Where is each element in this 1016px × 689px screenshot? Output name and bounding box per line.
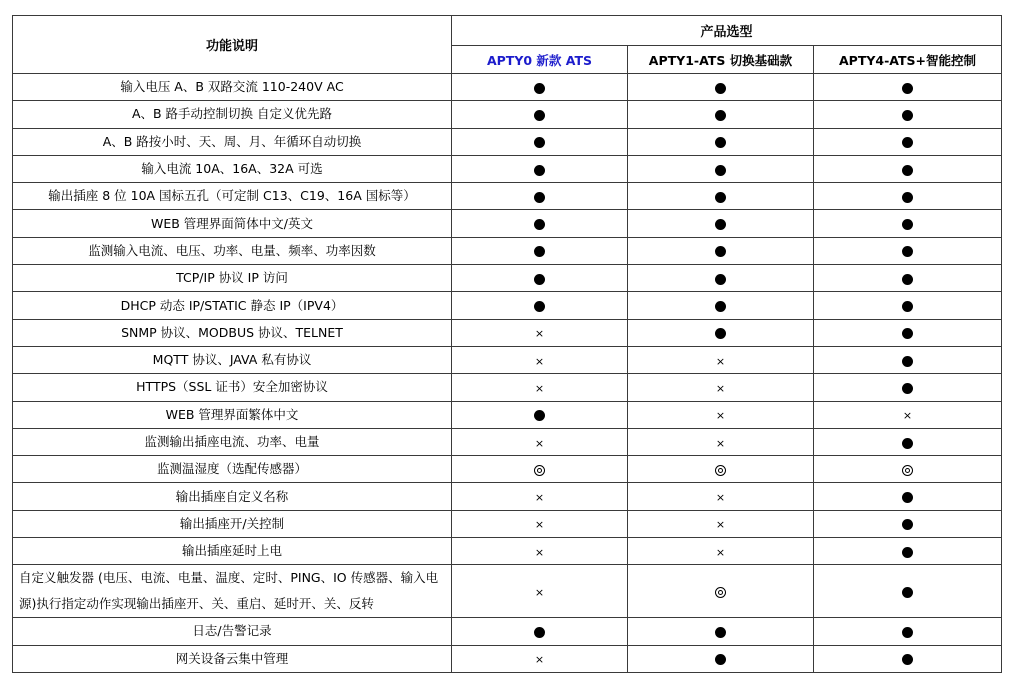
support-cell: [814, 74, 1002, 101]
supported-dot-icon: [715, 192, 726, 203]
supported-dot-icon: [902, 627, 913, 638]
supported-dot-icon: [715, 110, 726, 121]
model-header-apty4: APTY4-ATS+智能控制: [814, 46, 1002, 74]
supported-dot-icon: [902, 438, 913, 449]
support-cell: [452, 101, 628, 128]
feature-label: 输入电流 10A、16A、32A 可选: [13, 155, 452, 182]
supported-dot-icon: [715, 165, 726, 176]
support-cell: [452, 237, 628, 264]
table-row: [13, 265, 1002, 292]
table-row: [13, 565, 1002, 618]
support-cell: [814, 210, 1002, 237]
supported-dot-icon: [715, 654, 726, 665]
supported-dot-icon: [902, 654, 913, 665]
support-cell: [452, 483, 628, 510]
feature-label: 监测温湿度（选配传感器）: [13, 456, 452, 483]
supported-dot-icon: [902, 165, 913, 176]
table-row: [13, 538, 1002, 565]
support-cell: [452, 618, 628, 645]
supported-dot-icon: [902, 110, 913, 121]
supported-dot-icon: [534, 274, 545, 285]
supported-dot-icon: [902, 219, 913, 230]
table-row: [13, 183, 1002, 210]
not-supported-cross-icon: ×: [715, 491, 726, 505]
support-cell: [452, 346, 628, 373]
supported-dot-icon: [902, 83, 913, 94]
supported-dot-icon: [534, 137, 545, 148]
support-cell: [814, 128, 1002, 155]
not-supported-cross-icon: ×: [534, 545, 545, 559]
feature-rows: [13, 74, 1002, 673]
support-cell: [628, 618, 814, 645]
table-row: [13, 292, 1002, 319]
feature-label: WEB 管理界面简体中文/英文: [13, 210, 452, 237]
not-supported-cross-icon: ×: [715, 409, 726, 423]
support-cell: [628, 374, 814, 401]
support-cell: [814, 483, 1002, 510]
supported-dot-icon: [902, 192, 913, 203]
support-cell: [452, 319, 628, 346]
support-cell: [814, 565, 1002, 618]
feature-label: HTTPS（SSL 证书）安全加密协议: [13, 374, 452, 401]
supported-dot-icon: [534, 301, 545, 312]
support-cell: [628, 210, 814, 237]
feature-label: A、B 路按小时、天、周、月、年循环自动切换: [13, 128, 452, 155]
not-supported-cross-icon: ×: [534, 354, 545, 368]
support-cell: [628, 155, 814, 182]
supported-dot-icon: [534, 192, 545, 203]
not-supported-cross-icon: ×: [534, 436, 545, 450]
support-cell: [814, 618, 1002, 645]
not-supported-cross-icon: ×: [715, 545, 726, 559]
feature-label: 自定义触发器 (电压、电流、电量、温度、定时、PING、IO 传感器、输入电源)执行指定动作实现输出插座开、关、重启、延时开、关、反转: [13, 565, 452, 618]
supported-dot-icon: [534, 410, 545, 421]
support-cell: [628, 237, 814, 264]
supported-dot-icon: [902, 383, 913, 394]
model-header-apty0: APTY0 新款 ATS: [452, 46, 628, 74]
supported-dot-icon: [534, 627, 545, 638]
supported-dot-icon: [715, 137, 726, 148]
support-cell: [452, 645, 628, 672]
feature-label: 输入电压 A、B 双路交流 110-240V AC: [13, 74, 452, 101]
support-cell: [814, 319, 1002, 346]
not-supported-cross-icon: ×: [715, 518, 726, 532]
optional-circle-icon: [715, 465, 726, 476]
supported-dot-icon: [902, 519, 913, 530]
support-cell: [628, 645, 814, 672]
optional-circle-icon: [902, 465, 913, 476]
feature-label: A、B 路手动控制切换 自定义优先路: [13, 101, 452, 128]
support-cell: [628, 483, 814, 510]
table-row: [13, 428, 1002, 455]
support-cell: [452, 292, 628, 319]
feature-label: 输出插座延时上电: [13, 538, 452, 565]
support-cell: [452, 456, 628, 483]
table-row: [13, 346, 1002, 373]
supported-dot-icon: [902, 246, 913, 257]
supported-dot-icon: [715, 246, 726, 257]
not-supported-cross-icon: ×: [715, 436, 726, 450]
support-cell: [452, 510, 628, 537]
support-cell: [814, 401, 1002, 428]
supported-dot-icon: [534, 165, 545, 176]
support-cell: [814, 292, 1002, 319]
support-cell: [628, 128, 814, 155]
support-cell: [628, 538, 814, 565]
table-row: [13, 510, 1002, 537]
supported-dot-icon: [715, 83, 726, 94]
support-cell: [452, 265, 628, 292]
support-cell: [452, 128, 628, 155]
table-row: [13, 210, 1002, 237]
supported-dot-icon: [534, 83, 545, 94]
supported-dot-icon: [715, 328, 726, 339]
feature-label: 监测输出插座电流、功率、电量: [13, 428, 452, 455]
table-row: [13, 155, 1002, 182]
support-cell: [452, 74, 628, 101]
feature-label: WEB 管理界面繁体中文: [13, 401, 452, 428]
support-cell: [628, 74, 814, 101]
support-cell: [814, 645, 1002, 672]
product-comparison-table: [12, 15, 1002, 673]
supported-dot-icon: [902, 492, 913, 503]
support-cell: [628, 346, 814, 373]
support-cell: [628, 292, 814, 319]
table-row: [13, 128, 1002, 155]
product-selection-header: 产品选型: [452, 16, 1002, 46]
support-cell: [814, 346, 1002, 373]
not-supported-cross-icon: ×: [534, 518, 545, 532]
support-cell: [814, 101, 1002, 128]
supported-dot-icon: [715, 274, 726, 285]
not-supported-cross-icon: ×: [534, 585, 545, 599]
supported-dot-icon: [715, 219, 726, 230]
support-cell: [452, 374, 628, 401]
feature-label: SNMP 协议、MODBUS 协议、TELNET: [13, 319, 452, 346]
support-cell: [814, 183, 1002, 210]
feature-label: 输出插座开/关控制: [13, 510, 452, 537]
table-row: [13, 401, 1002, 428]
feature-label: 网关设备云集中管理: [13, 645, 452, 672]
supported-dot-icon: [902, 328, 913, 339]
support-cell: [452, 538, 628, 565]
table-row: [13, 101, 1002, 128]
not-supported-cross-icon: ×: [715, 381, 726, 395]
support-cell: [628, 265, 814, 292]
support-cell: [628, 319, 814, 346]
optional-circle-icon: [715, 587, 726, 598]
feature-label: 监测输入电流、电压、功率、电量、频率、功率因数: [13, 237, 452, 264]
supported-dot-icon: [902, 587, 913, 598]
table-row: [13, 237, 1002, 264]
table-row: [13, 645, 1002, 672]
table-row: [13, 319, 1002, 346]
support-cell: [628, 101, 814, 128]
support-cell: [628, 401, 814, 428]
supported-dot-icon: [902, 137, 913, 148]
support-cell: [814, 456, 1002, 483]
support-cell: [452, 565, 628, 618]
support-cell: [814, 374, 1002, 401]
support-cell: [814, 265, 1002, 292]
support-cell: [628, 183, 814, 210]
model-header-apty1: APTY1-ATS 切换基础款: [628, 46, 814, 74]
support-cell: [814, 237, 1002, 264]
optional-circle-icon: [534, 465, 545, 476]
table-row: [13, 374, 1002, 401]
supported-dot-icon: [715, 627, 726, 638]
feature-label: 日志/告警记录: [13, 618, 452, 645]
support-cell: [628, 565, 814, 618]
feature-label: TCP/IP 协议 IP 访问: [13, 265, 452, 292]
feature-label: 输出插座自定义名称: [13, 483, 452, 510]
support-cell: [814, 155, 1002, 182]
support-cell: [452, 401, 628, 428]
not-supported-cross-icon: ×: [902, 409, 913, 423]
feature-label: DHCP 动态 IP/STATIC 静态 IP（IPV4）: [13, 292, 452, 319]
supported-dot-icon: [902, 301, 913, 312]
support-cell: [814, 428, 1002, 455]
table-row: [13, 456, 1002, 483]
support-cell: [628, 428, 814, 455]
supported-dot-icon: [534, 219, 545, 230]
supported-dot-icon: [902, 356, 913, 367]
feature-column-header: 功能说明: [13, 16, 452, 74]
table-row: [13, 74, 1002, 101]
support-cell: [814, 538, 1002, 565]
not-supported-cross-icon: ×: [534, 491, 545, 505]
support-cell: [452, 155, 628, 182]
not-supported-cross-icon: ×: [715, 354, 726, 368]
support-cell: [628, 510, 814, 537]
supported-dot-icon: [715, 301, 726, 312]
feature-label: MQTT 协议、JAVA 私有协议: [13, 346, 452, 373]
support-cell: [452, 428, 628, 455]
not-supported-cross-icon: ×: [534, 653, 545, 667]
not-supported-cross-icon: ×: [534, 327, 545, 341]
supported-dot-icon: [902, 274, 913, 285]
support-cell: [628, 456, 814, 483]
supported-dot-icon: [534, 110, 545, 121]
supported-dot-icon: [902, 547, 913, 558]
table-row: [13, 618, 1002, 645]
supported-dot-icon: [534, 246, 545, 257]
feature-label: 输出插座 8 位 10A 国标五孔（可定制 C13、C19、16A 国标等）: [13, 183, 452, 210]
table-row: [13, 483, 1002, 510]
support-cell: [814, 510, 1002, 537]
support-cell: [452, 183, 628, 210]
support-cell: [452, 210, 628, 237]
not-supported-cross-icon: ×: [534, 381, 545, 395]
